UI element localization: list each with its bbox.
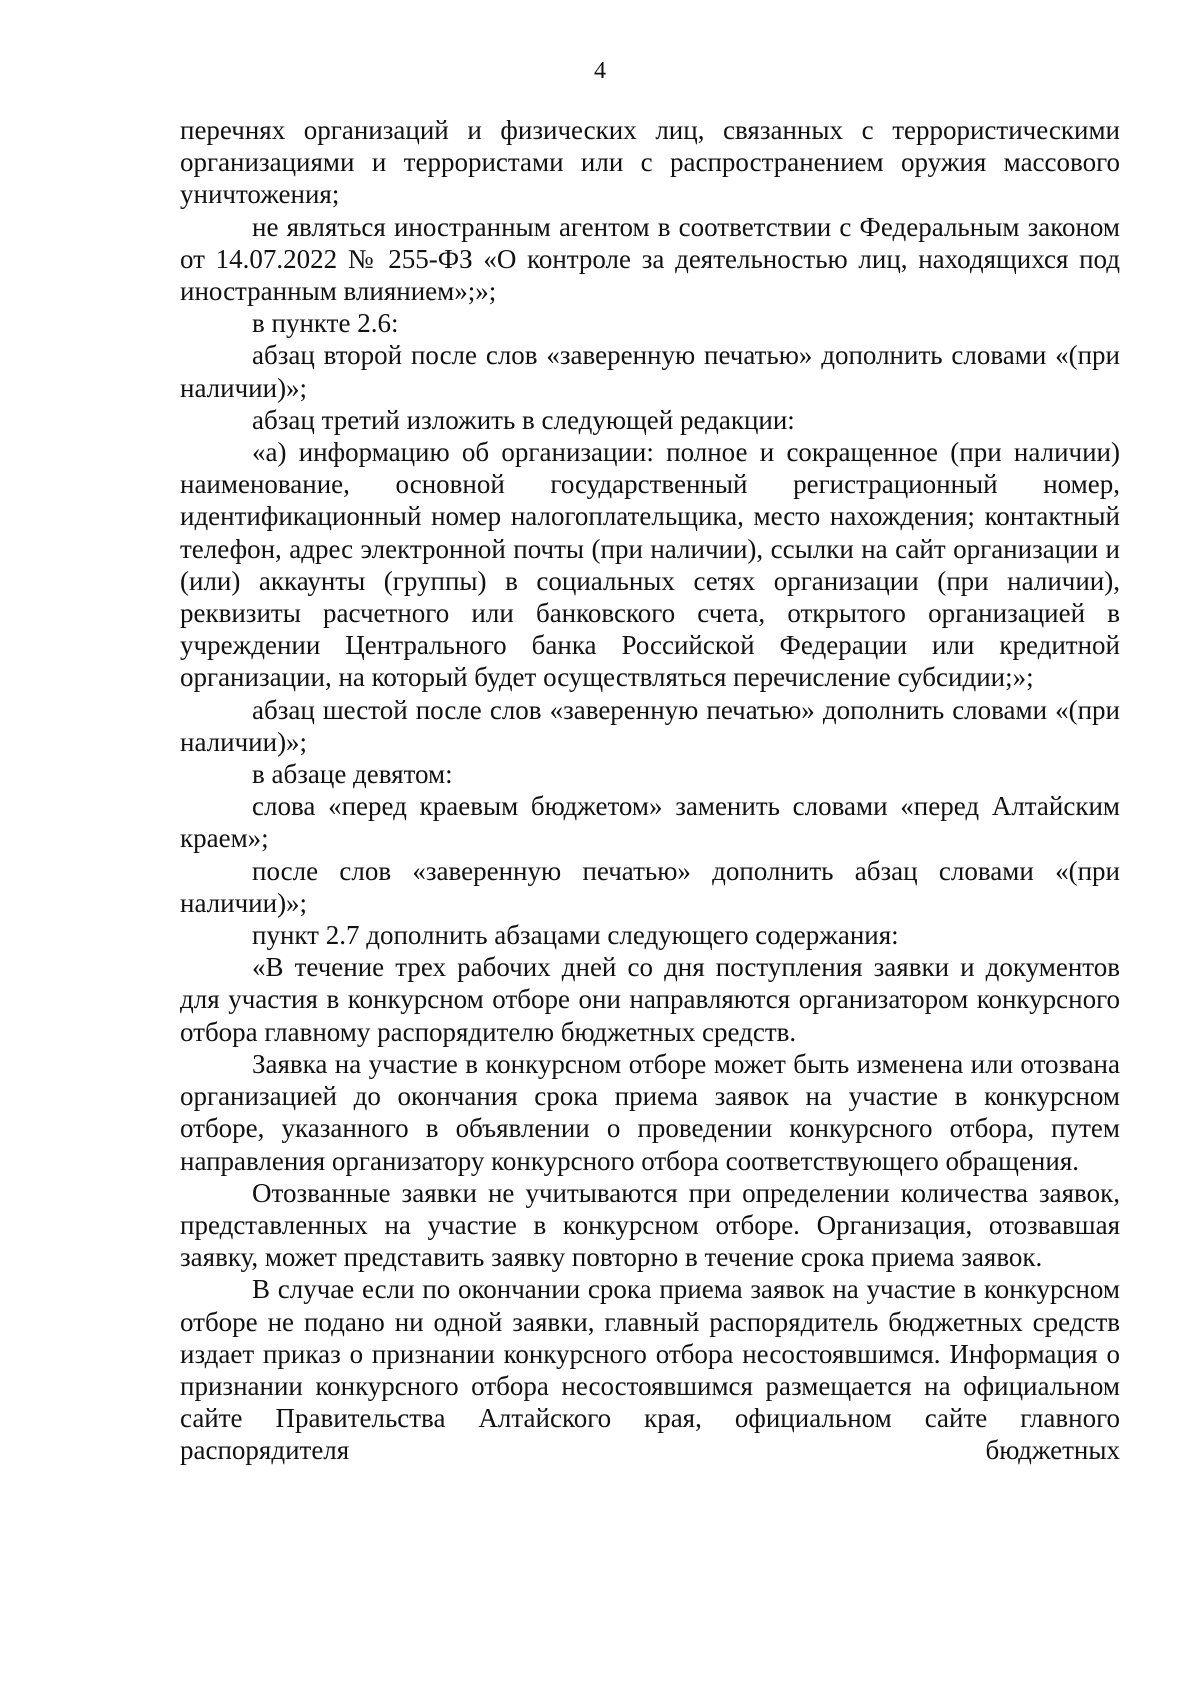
paragraph: «В течение трех рабочих дней со дня поступления заявки и документов для участия в конкурсном отборе они направляются организатором конкурсного отбора главному распорядителю бюджетных средств.	[180, 952, 1120, 1047]
paragraph: абзац третий изложить в следующей редакции:	[252, 404, 795, 435]
document-body	[180, 114, 1120, 1467]
paragraph: абзац второй после слов «заверенную печатью» дополнить словами «(при наличии)»;	[180, 340, 1120, 403]
paragraph: пункт 2.7 дополнить абзацами следующего содержания:	[252, 920, 899, 951]
paragraph: Отозванные заявки не учитываются при определении количества заявок, представленных на участие в конкурсном отборе. Организация, отозвавшая заявку, может представить заявку повторно в течение срока приема заявок.	[180, 1177, 1120, 1273]
paragraph: абзац шестой после слов «заверенную печатью» дополнить словами «(при наличии)»;	[180, 694, 1120, 757]
paragraph: в пункте 2.6:	[252, 308, 399, 339]
paragraph: не являться иностранным агентом в соответствии с Федеральным законом от 14.07.2022 № 255-ФЗ «О контроле за деятельностью лиц, находящихся под иностранным влиянием»;»;	[180, 211, 1120, 307]
paragraph: после слов «заверенную печатью» дополнить абзац словами «(при наличии)»;	[180, 855, 1120, 918]
paragraph: слова «перед краевым бюджетом» заменить словами «перед Алтайским краем»;	[180, 791, 1120, 854]
paragraph: в абзаце девятом:	[252, 759, 453, 790]
paragraph: перечнях организаций и физических лиц, связанных с террористическими организациями и террористами или с распространением оружия массового уничтожения;	[180, 115, 1120, 210]
paragraph: Заявка на участие в конкурсном отборе может быть изменена или отозвана организацией до окончания срока приема заявок на участие в конкурсном отборе, указанного в объявлении о проведении конкурсного отбора, путем направления организатору конкурсного отбора соответствующего обращения.	[180, 1048, 1120, 1176]
page-number: 4	[594, 58, 606, 84]
paragraph: «а) информацию об организации: полное и сокращенное (при наличии) наименование, основной государственный регистрационный номер, идентификационный номер налогоплательщика, место нахождения; контактный телефон, адрес электронной почты (при наличии), ссылки на сайт организации и (или) аккаунты (группы) в социальных сетях организации (при наличии), реквизиты расчетного или банковского счета, открытого организацией в учреждении Центрального банка Российской Федерации или кредитной организации, на который будет осуществляться перечисление субсидии;»;	[180, 437, 1120, 693]
paragraph: В случае если по окончании срока приема заявок на участие в конкурсном отборе не подано ни одной заявки, главный распорядитель бюджетных средств издает приказ о признании конкурсного отбора несостоявшимся. Информация о признании конкурсного отбора несостоявшимся размещается на официальном сайте Правительства Алтайского края, официальном сайте главного распорядителя бюджетных	[180, 1274, 1120, 1466]
